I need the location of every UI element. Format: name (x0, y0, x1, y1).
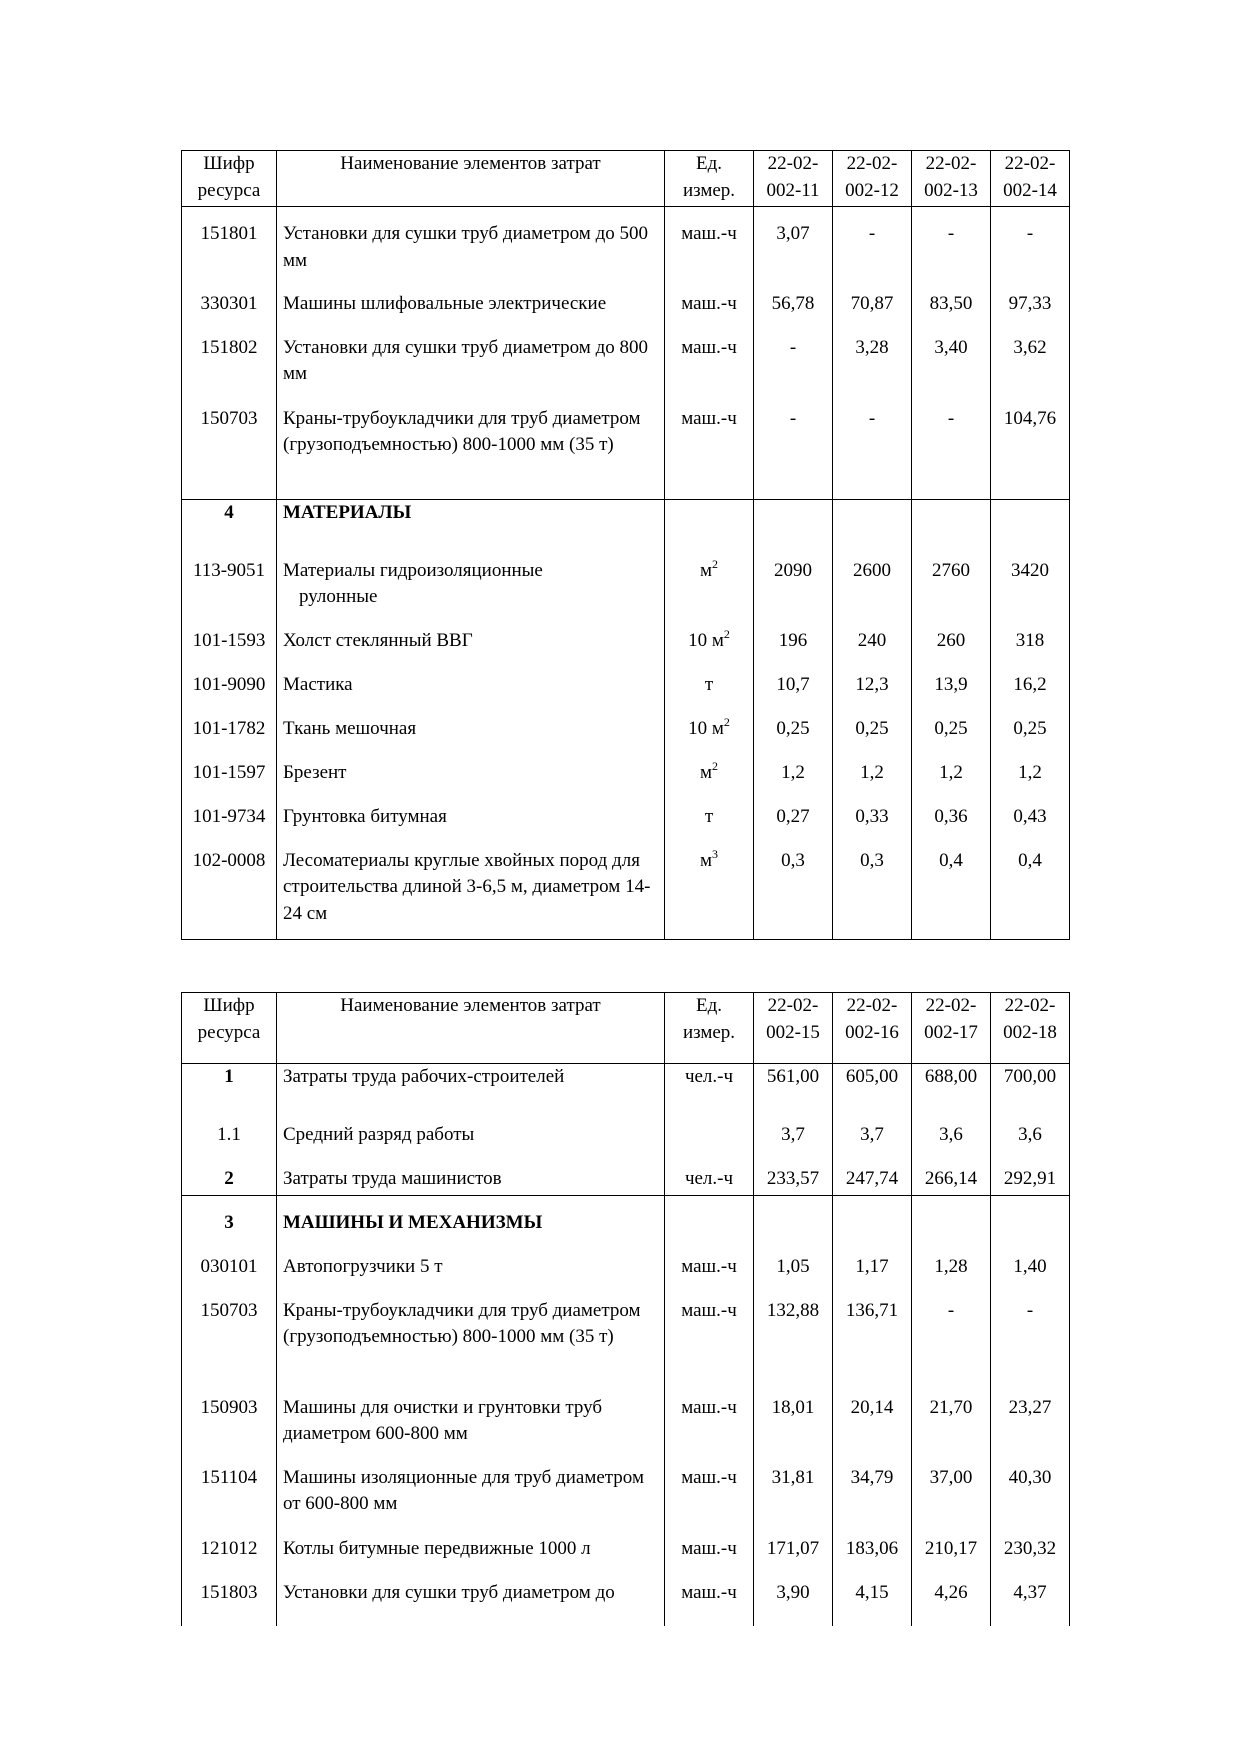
row-value: 171,07 (754, 1522, 833, 1566)
row-code: 2 (182, 1152, 277, 1196)
row-value: 260 (912, 614, 991, 658)
row-value: 1,40 (991, 1240, 1070, 1284)
row-value: 132,88 (754, 1284, 833, 1381)
row-unit: маш.-ч (665, 1451, 754, 1522)
header-col: 22-02-002-13 (912, 151, 991, 207)
row-value: 18,01 (754, 1381, 833, 1451)
cost-table-2 (181, 992, 1069, 1603)
table-header-row (182, 151, 1070, 207)
row-value: 230,32 (991, 1522, 1070, 1566)
row-value: 4,26 (912, 1566, 991, 1626)
row-name: Средний разряд работы (277, 1108, 665, 1152)
row-value: 0,43 (991, 790, 1070, 834)
row-value: 196 (754, 614, 833, 658)
row-unit (665, 746, 754, 790)
row-name: Грунтовка битумная (277, 790, 665, 834)
table-row (182, 1240, 1070, 1284)
unit-base: м (699, 849, 713, 871)
row-value: 1,2 (991, 746, 1070, 790)
row-name: Автопогрузчики 5 т (277, 1240, 665, 1284)
table-row (182, 1064, 1070, 1108)
row-code: 030101 (182, 1240, 277, 1284)
row-value: - (754, 321, 833, 392)
row-name: Установки для сушки труб диаметром до 800 мм (277, 321, 665, 392)
row-code: 101-1593 (182, 614, 277, 658)
row-value: - (833, 207, 912, 277)
row-name: Затраты труда рабочих-строителей (277, 1064, 665, 1108)
row-value: 0,4 (912, 834, 991, 940)
row-value: 34,79 (833, 1451, 912, 1522)
row-value: 0,3 (833, 834, 912, 940)
row-unit: маш.-ч (665, 1381, 754, 1451)
row-value: 3,90 (754, 1566, 833, 1626)
row-code: 121012 (182, 1522, 277, 1566)
table-row (182, 834, 1070, 940)
row-value: 233,57 (754, 1152, 833, 1196)
row-value: 0,25 (991, 702, 1070, 746)
row-value: 136,71 (833, 1284, 912, 1381)
row-code: 150703 (182, 1284, 277, 1381)
row-name: Мастика (277, 658, 665, 702)
row-name: Машины для очистки и грунтовки труб диаметром 600-800 мм (277, 1381, 665, 1451)
row-code: 151801 (182, 207, 277, 277)
section-title: МАШИНЫ И МЕХАНИЗМЫ (277, 1196, 665, 1240)
row-code: 330301 (182, 277, 277, 321)
unit-exponent: 3 (712, 846, 719, 861)
row-value: 3,7 (754, 1108, 833, 1152)
row-unit: маш.-ч (665, 392, 754, 500)
table-row (182, 746, 1070, 790)
row-name: Холст стеклянный ВВГ (277, 614, 665, 658)
header-col: 22-02-002-16 (833, 993, 912, 1064)
header-name: Наименование элементов затрат (277, 993, 665, 1064)
row-value: 0,33 (833, 790, 912, 834)
table-row (182, 1381, 1070, 1451)
row-name: Затраты труда машинистов (277, 1152, 665, 1196)
row-code: 101-1782 (182, 702, 277, 746)
row-value: 688,00 (912, 1064, 991, 1108)
row-unit: маш.-ч (665, 1240, 754, 1284)
row-code: 151104 (182, 1451, 277, 1522)
row-value: 605,00 (833, 1064, 912, 1108)
row-value: 0,36 (912, 790, 991, 834)
row-unit: маш.-ч (665, 321, 754, 392)
row-value: - (833, 392, 912, 500)
row-value: - (912, 207, 991, 277)
row-value: - (912, 1284, 991, 1381)
row-name: Котлы битумные передвижные 1000 л (277, 1522, 665, 1566)
header-col: 22-02-002-12 (833, 151, 912, 207)
table-row (182, 321, 1070, 392)
row-unit (665, 544, 754, 614)
row-name: Машины шлифовальные электрические (277, 277, 665, 321)
row-value: 1,17 (833, 1240, 912, 1284)
row-value: 3,62 (991, 321, 1070, 392)
table-row (182, 702, 1070, 746)
header-col: 22-02-002-15 (754, 993, 833, 1064)
cost-table-1-body (181, 150, 1069, 940)
row-value: 0,3 (754, 834, 833, 940)
row-code: 101-9734 (182, 790, 277, 834)
row-value: 183,06 (833, 1522, 912, 1566)
header-code: Шифр ресурса (182, 151, 277, 207)
header-col: 22-02-002-18 (991, 993, 1070, 1064)
unit-base: м (699, 559, 713, 581)
row-value: - (754, 392, 833, 500)
table-row (182, 1451, 1070, 1522)
row-code: 102-0008 (182, 834, 277, 940)
row-value: 1,05 (754, 1240, 833, 1284)
row-unit: чел.-ч (665, 1064, 754, 1108)
row-value: 3,6 (912, 1108, 991, 1152)
row-value: 70,87 (833, 277, 912, 321)
row-value: 3,6 (991, 1108, 1070, 1152)
row-value: 210,17 (912, 1522, 991, 1566)
row-value: 0,27 (754, 790, 833, 834)
row-code: 1 (182, 1064, 277, 1108)
table-row (182, 1284, 1070, 1381)
row-unit: т (665, 790, 754, 834)
row-value: 40,30 (991, 1451, 1070, 1522)
section-row-machines (182, 1196, 1070, 1240)
row-value: 700,00 (991, 1064, 1070, 1108)
row-name: Установки для сушки труб диаметром до 500 мм (277, 207, 665, 277)
row-value: 1,2 (833, 746, 912, 790)
row-value: 104,76 (991, 392, 1070, 500)
row-value: 0,25 (754, 702, 833, 746)
table-header-row (182, 993, 1070, 1064)
row-name: Машины изоляционные для труб диаметром от 600-800 мм (277, 1451, 665, 1522)
table-row (182, 614, 1070, 658)
table-row (182, 1108, 1070, 1152)
row-value: 266,14 (912, 1152, 991, 1196)
row-value: 0,25 (833, 702, 912, 746)
row-value: 16,2 (991, 658, 1070, 702)
table-row (182, 544, 1070, 614)
row-unit (665, 614, 754, 658)
row-value: 13,9 (912, 658, 991, 702)
row-unit: маш.-ч (665, 1284, 754, 1381)
row-value: 0,4 (991, 834, 1070, 940)
row-value: 4,15 (833, 1566, 912, 1626)
unit-base: 10 м (688, 717, 724, 739)
row-name-line: рулонные (299, 586, 378, 607)
row-value: 37,00 (912, 1451, 991, 1522)
row-value: 1,2 (754, 746, 833, 790)
unit-exponent: 2 (723, 626, 730, 641)
row-value: 12,3 (833, 658, 912, 702)
row-name: Брезент (277, 746, 665, 790)
row-value: 247,74 (833, 1152, 912, 1196)
row-value: 2600 (833, 544, 912, 614)
row-code: 101-9090 (182, 658, 277, 702)
row-unit (665, 702, 754, 746)
row-name: Установки для сушки труб диаметром до (277, 1566, 665, 1626)
row-value: 21,70 (912, 1381, 991, 1451)
row-value: 3420 (991, 544, 1070, 614)
table-row (182, 658, 1070, 702)
row-name-line: Материалы гидроизоляционные (283, 559, 543, 581)
table-row (182, 1566, 1070, 1626)
unit-base: 10 м (688, 629, 724, 651)
unit-exponent: 2 (712, 556, 719, 571)
row-name: Ткань мешочная (277, 702, 665, 746)
table-row (182, 207, 1070, 277)
table-row (182, 1522, 1070, 1566)
row-name (277, 544, 665, 614)
table-row (182, 790, 1070, 834)
section-row-materials (182, 500, 1070, 544)
row-value: 2760 (912, 544, 991, 614)
header-unit: Ед. измер. (665, 151, 754, 207)
row-name: Краны-трубоукладчики для труб диаметром (грузоподъемностью) 800-1000 мм (35 т) (277, 1284, 665, 1381)
row-code: 151802 (182, 321, 277, 392)
row-code: 151803 (182, 1566, 277, 1626)
header-code: Шифр ресурса (182, 993, 277, 1064)
row-code: 101-1597 (182, 746, 277, 790)
section-code: 4 (182, 500, 277, 544)
row-unit: чел.-ч (665, 1152, 754, 1196)
section-code: 3 (182, 1196, 277, 1240)
row-value: 318 (991, 614, 1070, 658)
header-col: 22-02-002-11 (754, 151, 833, 207)
row-unit: маш.-ч (665, 277, 754, 321)
row-value: 292,91 (991, 1152, 1070, 1196)
row-value: 2090 (754, 544, 833, 614)
row-unit (665, 1108, 754, 1152)
header-name: Наименование элементов затрат (277, 151, 665, 207)
row-value: 561,00 (754, 1064, 833, 1108)
row-value: 83,50 (912, 277, 991, 321)
row-value: 10,7 (754, 658, 833, 702)
row-code: 150903 (182, 1381, 277, 1451)
row-value: 31,81 (754, 1451, 833, 1522)
row-value: - (991, 1284, 1070, 1381)
row-value: 1,28 (912, 1240, 991, 1284)
row-value: 0,25 (912, 702, 991, 746)
header-col: 22-02-002-17 (912, 993, 991, 1064)
row-name: Краны-трубоукладчики для труб диаметром (грузоподъемностью) 800-1000 мм (35 т) (277, 392, 665, 500)
row-value: - (991, 207, 1070, 277)
row-value: - (912, 392, 991, 500)
row-value: 97,33 (991, 277, 1070, 321)
row-unit: маш.-ч (665, 207, 754, 277)
row-unit: маш.-ч (665, 1566, 754, 1626)
unit-exponent: 2 (712, 758, 719, 773)
row-unit: маш.-ч (665, 1522, 754, 1566)
row-code: 150703 (182, 392, 277, 500)
row-unit: т (665, 658, 754, 702)
row-code: 1.1 (182, 1108, 277, 1152)
table-row (182, 392, 1070, 500)
header-col: 22-02-002-14 (991, 151, 1070, 207)
section-title: МАТЕРИАЛЫ (277, 500, 665, 544)
row-code: 113-9051 (182, 544, 277, 614)
table-row (182, 1152, 1070, 1196)
unit-base: м (699, 761, 713, 783)
unit-exponent: 2 (723, 714, 730, 729)
row-value: 3,07 (754, 207, 833, 277)
row-value: 1,2 (912, 746, 991, 790)
table-row (182, 277, 1070, 321)
row-value: 3,28 (833, 321, 912, 392)
row-value: 20,14 (833, 1381, 912, 1451)
row-value: 3,7 (833, 1108, 912, 1152)
header-unit: Ед. измер. (665, 993, 754, 1064)
row-name: Лесоматериалы круглые хвойных пород для строительства длиной 3-6,5 м, диаметром 14-24 см (277, 834, 665, 940)
row-unit (665, 834, 754, 940)
row-value: 56,78 (754, 277, 833, 321)
row-value: 4,37 (991, 1566, 1070, 1626)
row-value: 3,40 (912, 321, 991, 392)
row-value: 23,27 (991, 1381, 1070, 1451)
row-value: 240 (833, 614, 912, 658)
